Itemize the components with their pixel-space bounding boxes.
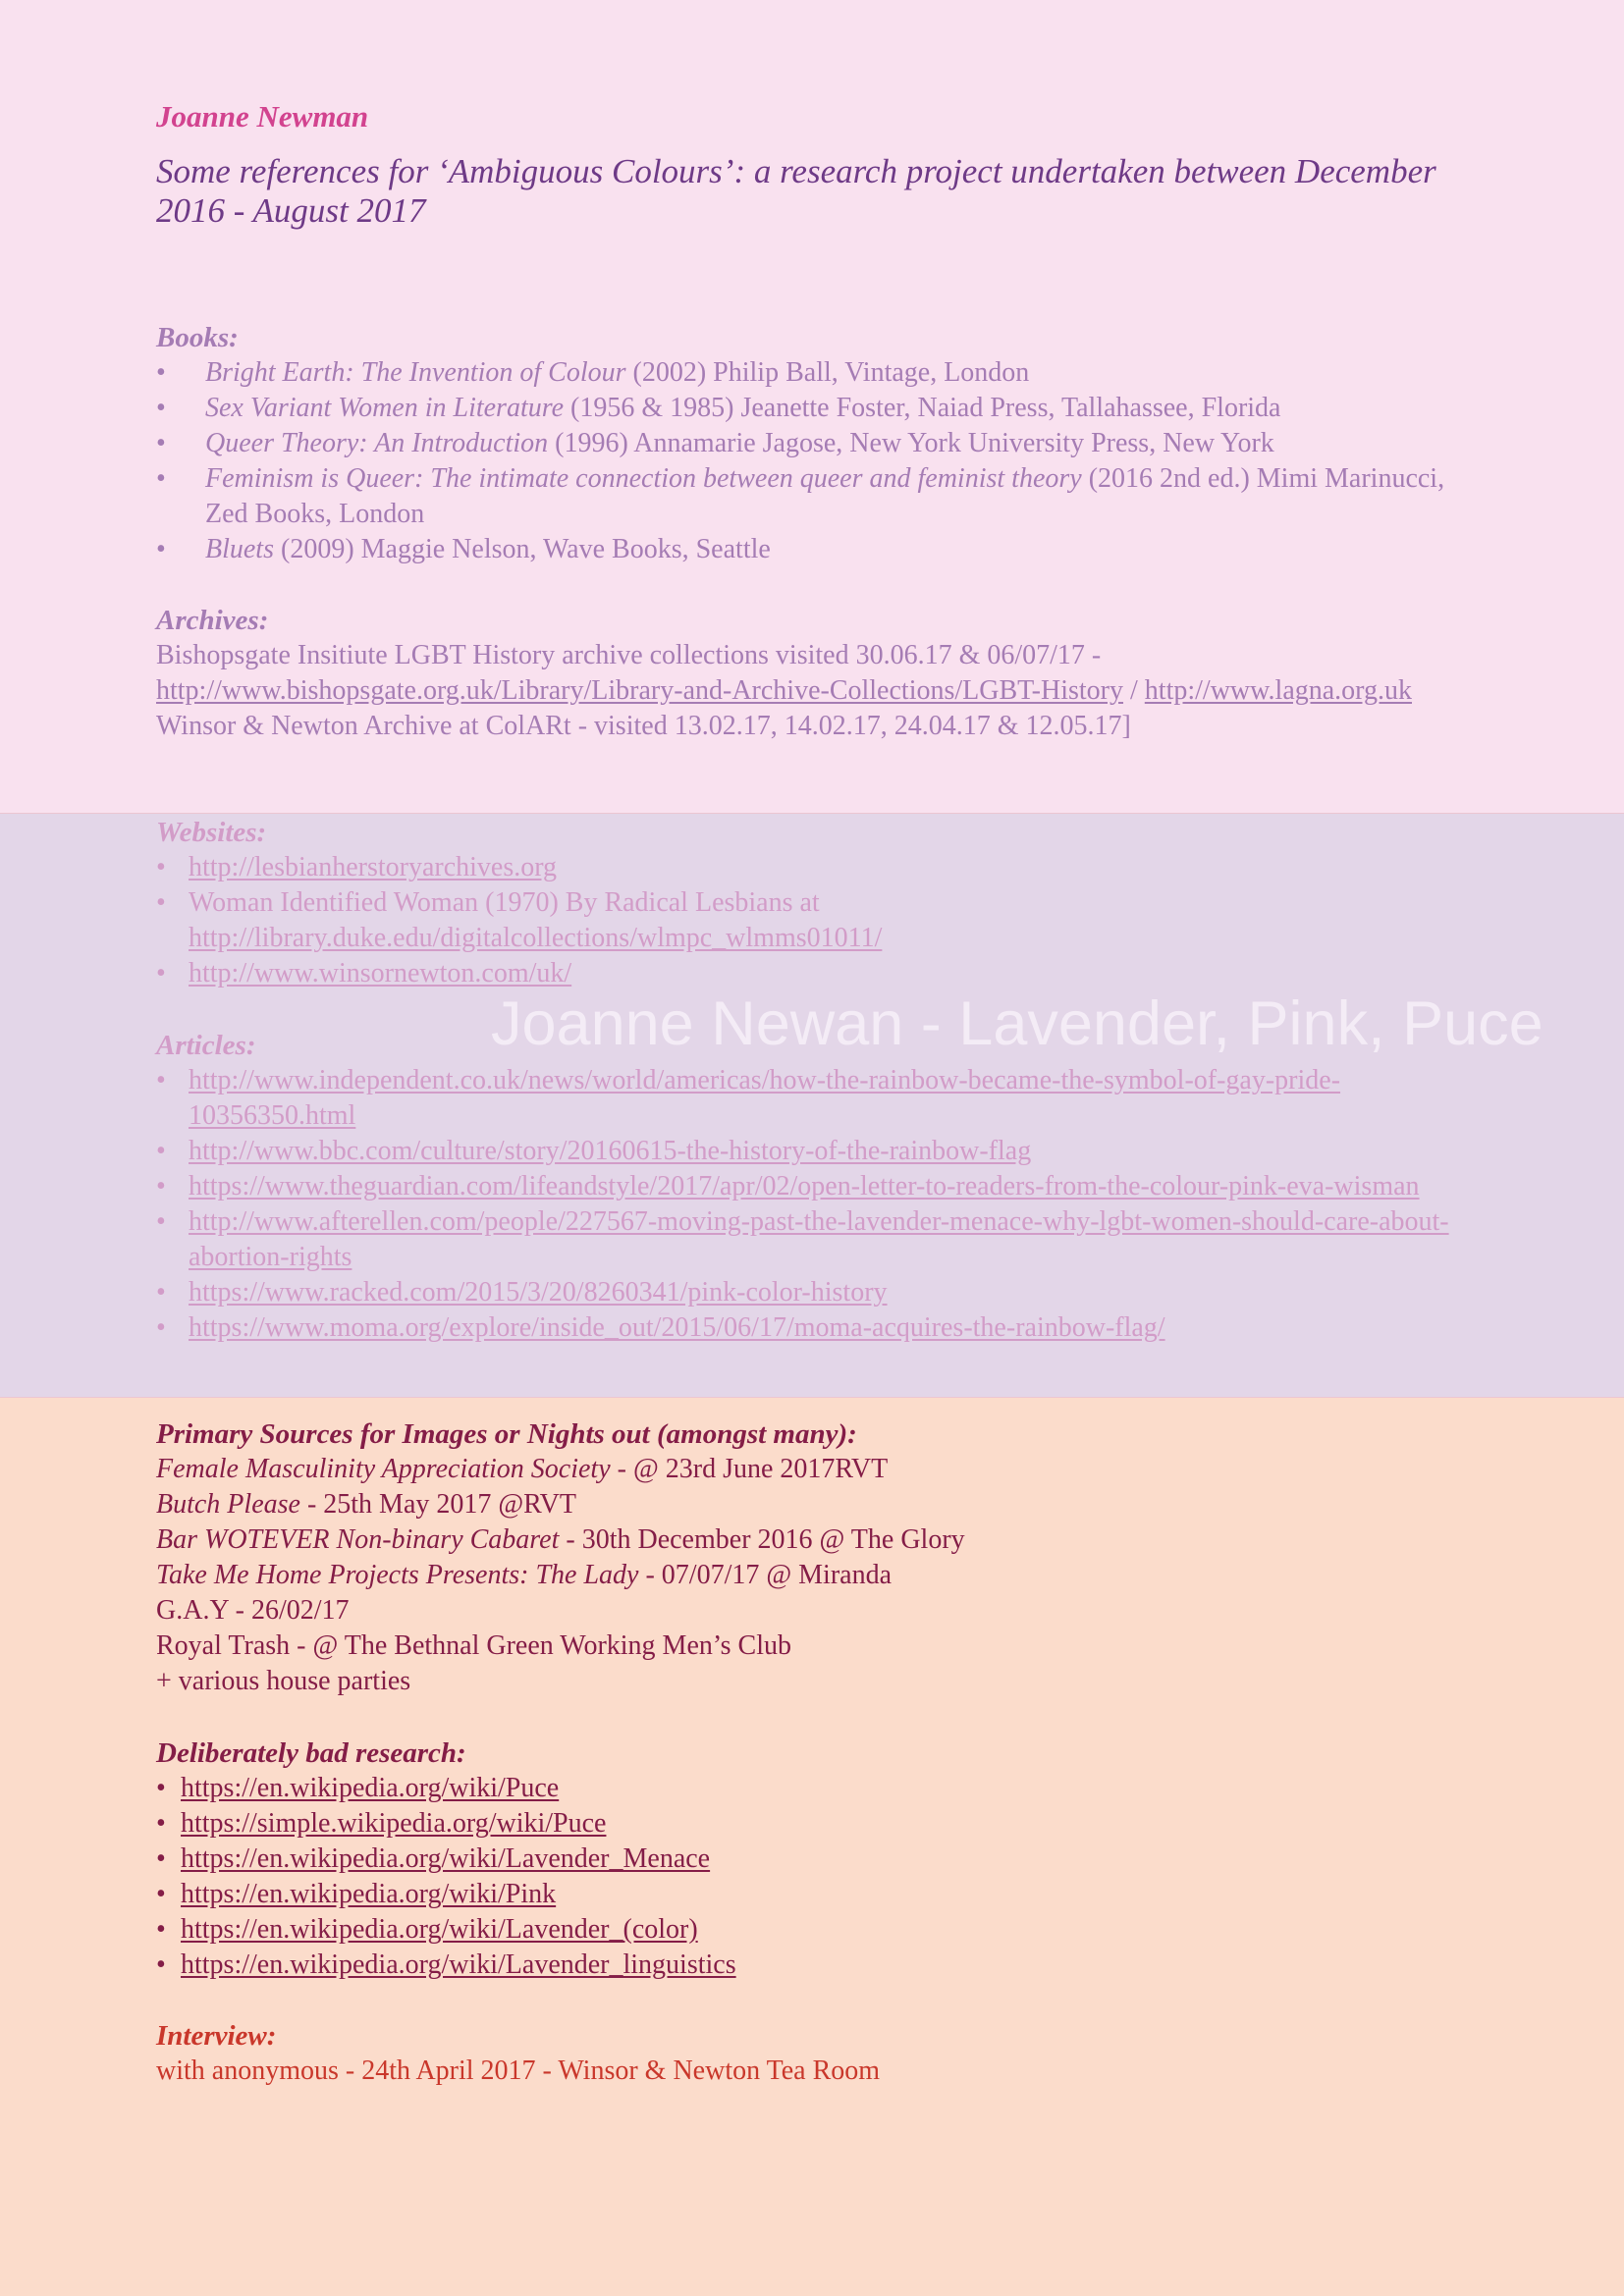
list-item <box>156 1842 1472 1877</box>
book-details: (1996) Annamarie Jagose, New York University Press, New York <box>548 428 1274 458</box>
bullet-icon: • <box>156 534 166 564</box>
article-link[interactable]: https://www.theguardian.com/lifeandstyle/2017/apr/02/open-letter-to-readers-from-the-colour-pink-eva-wisman <box>189 1171 1420 1201</box>
article-link[interactable]: http://www.bbc.com/culture/story/20160615-the-history-of-the-rainbow-flag <box>189 1136 1032 1166</box>
list-item <box>156 532 1472 567</box>
source-line <box>156 1629 1472 1664</box>
list-item <box>156 1912 1472 1948</box>
list-item <box>156 1771 1472 1806</box>
link-separator: / <box>1123 675 1145 706</box>
books-section <box>156 320 1472 567</box>
articles-list <box>156 1063 1472 1346</box>
bullet-icon: • <box>156 1312 166 1343</box>
wiki-link[interactable]: https://en.wikipedia.org/wiki/Puce <box>181 1773 560 1803</box>
archive-winsor: Winsor & Newton Archive at ColARt - visited 13.02.17, 14.02.17, 24.04.17 & 12.05.17] <box>156 711 1131 741</box>
bad-research-heading: Deliberately bad research: <box>156 1737 466 1769</box>
book-title: Bright Earth: The Invention of Colour <box>205 357 626 388</box>
website-link[interactable]: http://library.duke.edu/digitalcollections/wlmpc_wlmms01011/ <box>189 923 883 953</box>
source-line <box>156 1452 1472 1487</box>
book-title: Feminism is Queer: The intimate connection between queer and feminist theory <box>205 463 1082 494</box>
bullet-icon: • <box>156 1914 166 1945</box>
source-details: Royal Trash - @ The Bethnal Green Working Men’s Club <box>156 1630 792 1661</box>
list-item <box>156 391 1472 426</box>
list-item <box>156 426 1472 461</box>
source-title: Bar WOTEVER Non-binary Cabaret <box>156 1524 560 1555</box>
interview-heading: Interview: <box>156 2020 277 2052</box>
article-link[interactable]: https://www.racked.com/2015/3/20/8260341/pink-color-history <box>189 1277 888 1308</box>
bullet-icon: • <box>156 428 166 458</box>
website-link[interactable]: http://lesbianherstoryarchives.org <box>189 852 558 882</box>
list-item <box>156 1877 1472 1912</box>
book-details: (2009) Maggie Nelson, Wave Books, Seattle <box>274 534 771 564</box>
bad-research-section <box>156 1735 1472 1983</box>
source-title: Female Masculinity Appreciation Society <box>156 1454 611 1484</box>
source-details: - 07/07/17 @ Miranda <box>638 1560 892 1590</box>
bullet-icon: • <box>156 1065 166 1095</box>
source-line <box>156 1664 1472 1699</box>
wiki-link[interactable]: https://en.wikipedia.org/wiki/Pink <box>181 1879 557 1909</box>
list-item <box>156 461 1472 532</box>
wiki-link[interactable]: https://en.wikipedia.org/wiki/Lavender_(color) <box>181 1914 698 1945</box>
articles-section <box>156 1028 1472 1346</box>
source-details: + various house parties <box>156 1666 411 1696</box>
book-title: Queer Theory: An Introduction <box>205 428 549 458</box>
source-line <box>156 1593 1472 1629</box>
list-item <box>156 355 1472 391</box>
source-line <box>156 1487 1472 1522</box>
book-details: (2002) Philip Ball, Vintage, London <box>625 357 1030 388</box>
author-name: Joanne Newman <box>156 99 369 133</box>
list-item <box>156 850 1472 885</box>
bullet-icon: • <box>156 852 166 882</box>
archives-heading: Archives: <box>156 605 269 636</box>
list-item <box>156 1063 1472 1134</box>
list-item <box>156 1948 1472 1983</box>
articles-heading: Articles: <box>156 1030 256 1061</box>
bishopsgate-link[interactable]: http://www.bishopsgate.org.uk/Library/Library-and-Archive-Collections/LGBT-History <box>156 675 1124 706</box>
source-title: Butch Please <box>156 1489 300 1520</box>
books-heading: Books: <box>156 322 239 353</box>
list-item <box>156 956 1472 991</box>
wiki-link[interactable]: https://en.wikipedia.org/wiki/Lavender_Menace <box>181 1843 711 1874</box>
websites-heading: Websites: <box>156 817 267 848</box>
primary-heading: Primary Sources for Images or Nights out (amongst many): <box>156 1418 857 1450</box>
websites-section <box>156 815 1472 991</box>
bullet-icon: • <box>156 1879 166 1909</box>
source-title: Take Me Home Projects Presents: The Lady <box>156 1560 639 1590</box>
list-item <box>156 1134 1472 1169</box>
list-item <box>156 1204 1472 1275</box>
article-link[interactable]: http://www.afterellen.com/people/227567-moving-past-the-lavender-menace-why-lgbt-women-should-care-about-abortion-rights <box>189 1206 1449 1272</box>
wiki-link[interactable]: https://en.wikipedia.org/wiki/Lavender_linguistics <box>181 1949 736 1980</box>
bullet-icon: • <box>156 1773 166 1803</box>
page-title: Some references for ‘Ambiguous Colours’: a research project undertaken between December 2016 - August 2017 <box>156 152 1436 230</box>
bullet-icon: • <box>156 1808 166 1839</box>
website-link[interactable]: http://www.winsornewton.com/uk/ <box>189 958 572 988</box>
source-details: - 30th December 2016 @ The Glory <box>559 1524 965 1555</box>
list-item <box>156 1806 1472 1842</box>
interview-section <box>156 2018 1472 2089</box>
list-item <box>156 1275 1472 1310</box>
article-link[interactable]: https://www.moma.org/explore/inside_out/2015/06/17/moma-acquires-the-rainbow-flag/ <box>189 1312 1165 1343</box>
watermark: Joanne Newan - Lavender, Pink, Puce <box>491 989 1543 1058</box>
websites-list <box>156 850 1472 991</box>
source-details: - 25th May 2017 @RVT <box>299 1489 576 1520</box>
bullet-icon: • <box>156 1843 166 1874</box>
book-details: (1956 & 1985) Jeanette Foster, Naiad Press, Tallahassee, Florida <box>564 393 1281 423</box>
bullet-icon: • <box>156 887 166 918</box>
bullet-icon: • <box>156 1136 166 1166</box>
archive-bishopsgate <box>156 638 1472 709</box>
bullet-icon: • <box>156 357 166 388</box>
book-details: (2016 2nd ed.) Mimi Marinucci, Zed Books, London <box>205 463 1445 529</box>
bullet-icon: • <box>156 1949 166 1980</box>
source-details: G.A.Y - 26/02/17 <box>156 1595 350 1626</box>
bullet-icon: • <box>156 1171 166 1201</box>
wiki-link[interactable]: https://simple.wikipedia.org/wiki/Puce <box>181 1808 607 1839</box>
list-item <box>156 1169 1472 1204</box>
bullet-icon: • <box>156 1206 166 1237</box>
book-title: Bluets <box>205 534 274 564</box>
article-link[interactable]: http://www.independent.co.uk/news/world/americas/how-the-rainbow-became-the-symbol-of-gay-pride-10356350.html <box>189 1065 1341 1131</box>
website-text: Woman Identified Woman (1970) By Radical Lesbians at <box>189 887 820 918</box>
bullet-icon: • <box>156 1277 166 1308</box>
primary-sources-section <box>156 1416 1472 1699</box>
list-item <box>156 885 1472 956</box>
source-line <box>156 1522 1472 1558</box>
bullet-icon: • <box>156 463 166 494</box>
source-details: - @ 23rd June 2017RVT <box>610 1454 889 1484</box>
interview-text: with anonymous - 24th April 2017 - Winsor & Newton Tea Room <box>156 2056 881 2086</box>
archives-section <box>156 603 1472 744</box>
book-title: Sex Variant Women in Literature <box>205 393 565 423</box>
list-item <box>156 1310 1472 1346</box>
archive-text: Bishopsgate Insitiute LGBT History archive collections visited 30.06.17 & 06/07/17 - <box>156 640 1102 670</box>
lagna-link[interactable]: http://www.lagna.org.uk <box>1144 675 1412 706</box>
bullet-icon: • <box>156 393 166 423</box>
bullet-icon: • <box>156 958 166 988</box>
source-line <box>156 1558 1472 1593</box>
bad-research-list <box>156 1771 1472 1983</box>
books-list <box>156 355 1472 567</box>
